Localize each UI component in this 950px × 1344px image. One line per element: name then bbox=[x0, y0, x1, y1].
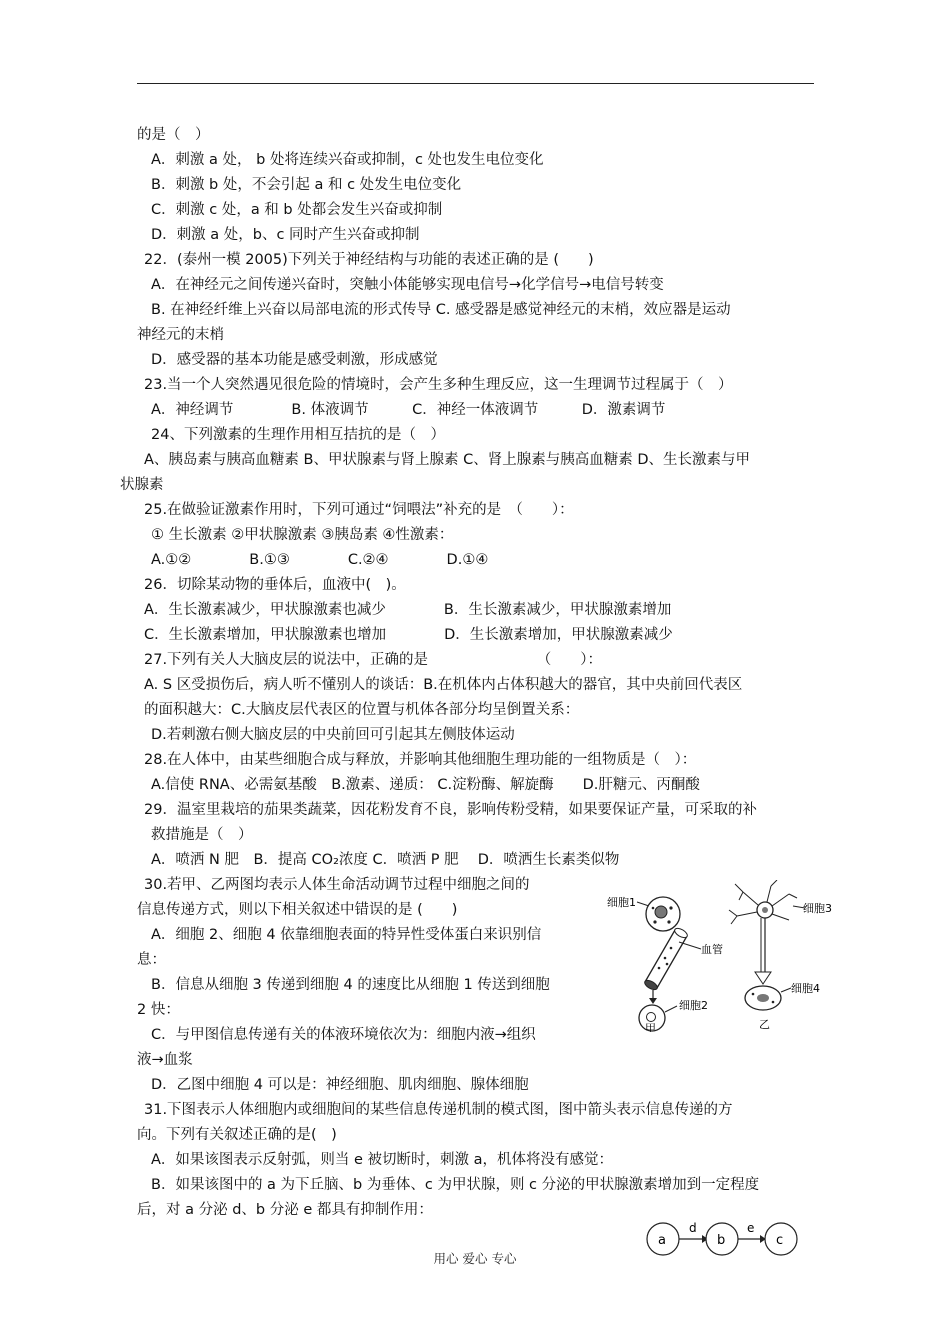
option-line: 的面积越大：C.大脑皮层代表区的位置与机体各部分均呈倒置关系： bbox=[144, 702, 580, 718]
text-line: 的是（ ） bbox=[137, 127, 210, 143]
question-line: 29．温室里栽培的茄果类蔬菜，因花粉发育不良，影响传粉受精，如果要保证产量，可采取的补 bbox=[144, 802, 757, 818]
option-line: B．刺激 b 处，不会引起 a 和 c 处发生电位变化 bbox=[151, 177, 462, 193]
option-line: D．感受器的基本功能是感受刺激，形成感觉 bbox=[151, 352, 438, 368]
question-line: 22．(泰州一模 2005)下列关于神经结构与功能的表述正确的是 ( ) bbox=[144, 252, 594, 268]
option-line: A．细胞 2、细胞 4 依靠细胞表面的特异性受体蛋白来识别信 bbox=[151, 927, 542, 943]
figure-yi-label: 乙 bbox=[759, 1018, 770, 1031]
option-line: A、胰岛素与胰高血糖素 B、甲状腺素与肾上腺素 C、肾上腺素与胰高血糖素 D、生长激素与甲 bbox=[144, 452, 750, 468]
option-line: A．神经调节 B. 体液调节 C．神经一体液调节 D．激素调节 bbox=[151, 402, 666, 418]
option-line: C．刺激 c 处，a 和 b 处都会发生兴奋或抑制 bbox=[151, 202, 443, 218]
option-line: D.若刺激右侧大脑皮层的中央前回可引起其左侧肢体运动 bbox=[151, 727, 515, 743]
option-line: A．生长激素减少，甲状腺激素也减少 B．生长激素减少，甲状腺激素增加 bbox=[144, 602, 672, 618]
question-line: 31.下图表示人体细胞内或细胞间的某些信息传递机制的模式图，图中箭头表示信息传递的方 bbox=[144, 1102, 733, 1118]
cell1-label: 细胞1 bbox=[607, 896, 636, 909]
text-line: 后，对 a 分泌 d、b 分泌 e 都具有抑制作用： bbox=[137, 1202, 433, 1218]
question-line: 28.在人体中，由某些细胞合成与释放，并影响其他细胞生理功能的一组物质是（ ）： bbox=[144, 752, 697, 768]
option-line: D．乙图中细胞 4 可以是：神经细胞、肌肉细胞、腺体细胞 bbox=[151, 1077, 529, 1093]
question-line: 24、下列激素的生理作用相互拮抗的是（ ） bbox=[151, 427, 445, 443]
option-line: C．与甲图信息传递有关的体液环境依次为：细胞内液→组织 bbox=[151, 1027, 536, 1043]
option-line: A.信使 RNA、必需氨基酸 B.激素、递质： C.淀粉酶、解旋酶 D.肝糖元、丙酮酸 bbox=[151, 777, 700, 793]
option-line: B. 在神经纤维上兴奋以局部电流的形式传导 C. 感受器是感觉神经元的末梢，效应器是运动 bbox=[151, 302, 731, 318]
cell-signaling-figure bbox=[605, 880, 845, 1032]
option-line: A．在神经元之间传递兴奋时，突触小体能够实现电信号→化学信号→电信号转变 bbox=[151, 277, 664, 293]
blood-vessel bbox=[643, 926, 689, 991]
vessel-label: 血管 bbox=[701, 943, 723, 956]
cell3-label: 细胞3 bbox=[803, 902, 832, 915]
question-line: 23.当一个人突然遇见很危险的情境时，会产生多种生理反应，这一生理调节过程属于（ ） bbox=[144, 377, 733, 393]
node-a-label: a bbox=[658, 1233, 666, 1248]
cell4-label: 细胞4 bbox=[791, 982, 820, 995]
text-line: 神经元的末梢 bbox=[137, 327, 224, 343]
text-line: 状腺素 bbox=[120, 477, 164, 493]
figure-jia-label: 甲 bbox=[645, 1022, 656, 1032]
arrow-d-label: d bbox=[689, 1221, 697, 1235]
page-footer: 用心 爱心 专心 bbox=[433, 1251, 517, 1266]
option-line: A．刺激 a 处， b 处将连续兴奋或抑制，c 处也发生电位变化 bbox=[151, 152, 544, 168]
option-line: A．如果该图表示反射弧，则当 e 被切断时，刺激 a，机体将没有感觉： bbox=[151, 1152, 614, 1168]
cell2-label: 细胞2 bbox=[679, 999, 708, 1012]
question-line: 27.下列有关人大脑皮层的说法中，正确的是 （ ）： bbox=[144, 652, 603, 668]
question-line: 30.若甲、乙两图均表示人体生命活动调节过程中细胞之间的 bbox=[144, 877, 530, 893]
text-line: 息： bbox=[137, 952, 166, 968]
header-rule bbox=[137, 83, 814, 84]
node-b-label: b bbox=[717, 1233, 726, 1248]
text-line: 向。下列有关叙述正确的是( ) bbox=[137, 1127, 337, 1143]
neuron-cell3 bbox=[729, 880, 797, 984]
option-line: A.①② B.①③ C.②④ D.①④ bbox=[151, 552, 489, 568]
option-line: C．生长激素增加，甲状腺激素也增加 D．生长激素增加，甲状腺激素减少 bbox=[144, 627, 673, 643]
question-line: 25.在做验证激素作用时，下列可通过“饲喂法”补充的是 （ ）： bbox=[144, 502, 574, 518]
arrow-e-label: e bbox=[747, 1221, 755, 1235]
text-line: 2 快： bbox=[137, 1002, 180, 1018]
text-line: 救措施是（ ） bbox=[151, 827, 253, 843]
question-line: 26．切除某动物的垂体后，血液中( )。 bbox=[144, 577, 406, 593]
option-line: B．信息从细胞 3 传递到细胞 4 的速度比从细胞 1 传送到细胞 bbox=[151, 977, 550, 993]
question-line: 信息传递方式，则以下相关叙述中错误的是 ( ) bbox=[137, 902, 458, 918]
option-line: A. S 区受损伤后，病人听不懂别人的谈话：B.在机体内占体积越大的器官，其中央前回代表区 bbox=[144, 677, 743, 693]
text-line: 液→血浆 bbox=[137, 1052, 193, 1068]
option-line: A．喷洒 N 肥 B．提高 CO₂浓度 C．喷洒 P 肥 D．喷洒生长素类似物 bbox=[151, 852, 620, 868]
node-c-label: c bbox=[776, 1233, 784, 1248]
option-line: B．如果该图中的 a 为下丘脑、b 为垂体、c 为甲状腺，则 c 分泌的甲状腺激素增加到一定程度 bbox=[151, 1177, 760, 1193]
option-line: D．刺激 a 处，b、c 同时产生兴奋或抑制 bbox=[151, 227, 420, 243]
option-line: ① 生长激素 ②甲状腺激素 ③胰岛素 ④性激素： bbox=[151, 527, 454, 543]
